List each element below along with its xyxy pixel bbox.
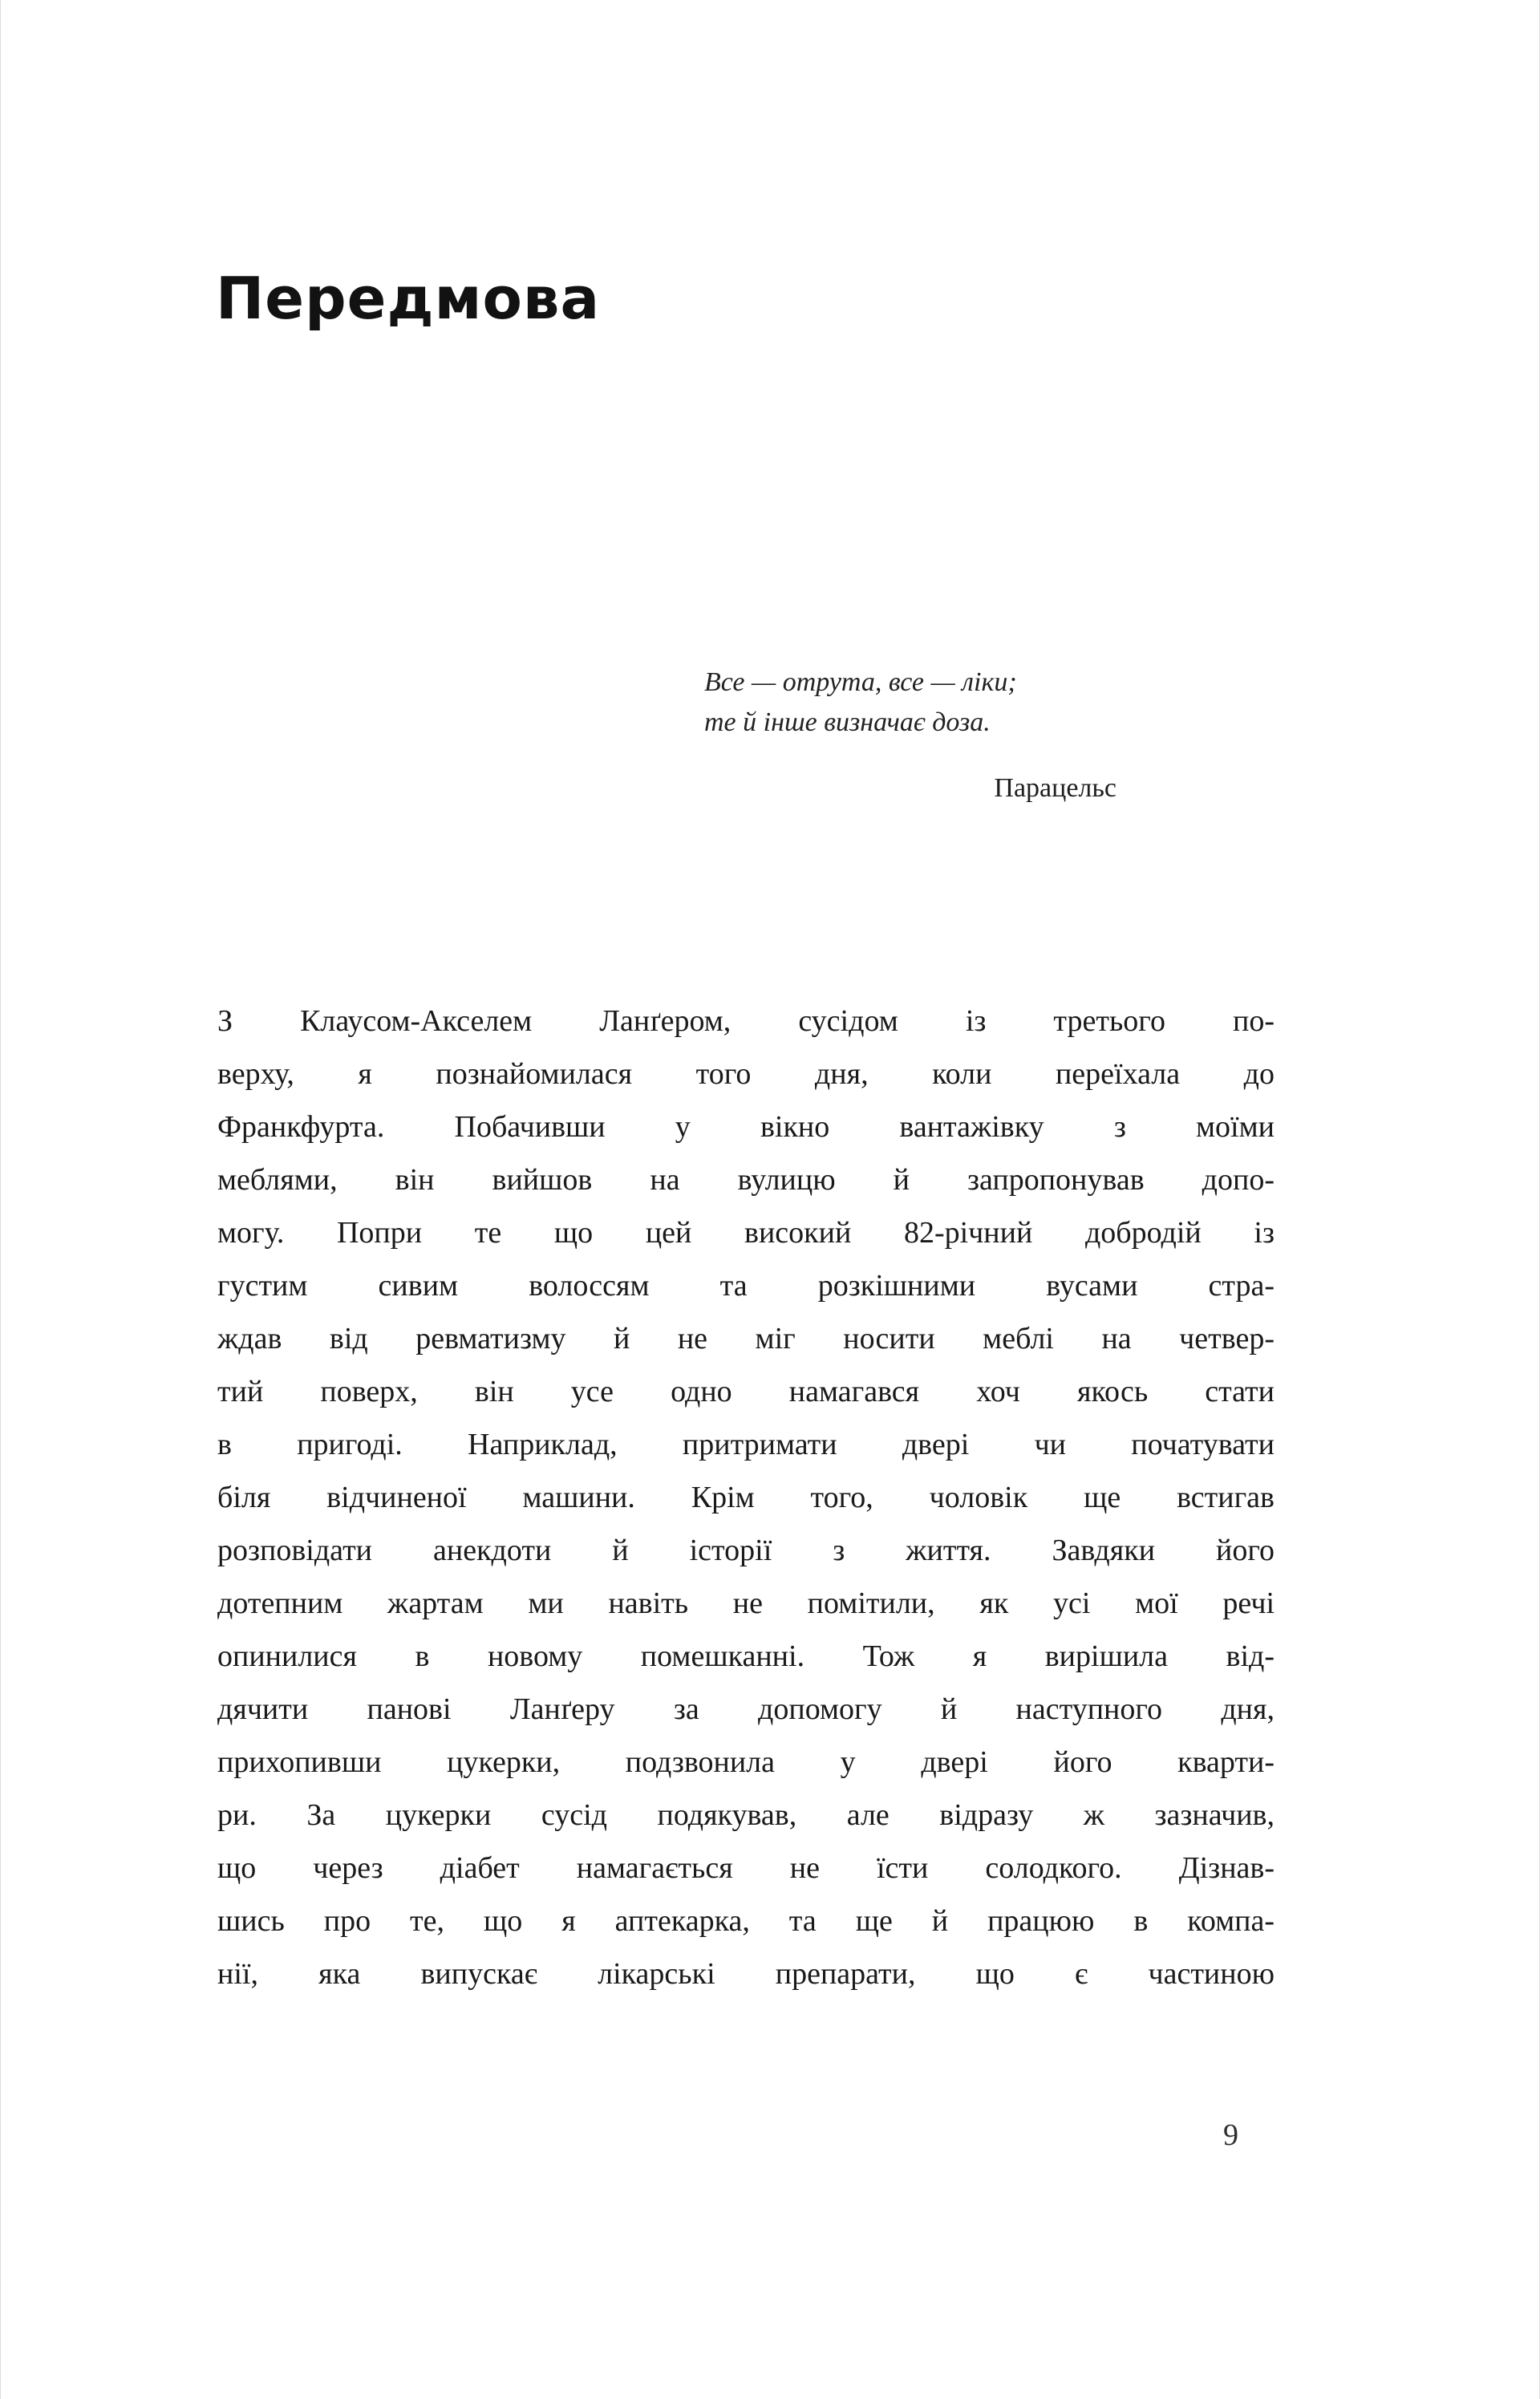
body-line: розповідати анекдоти й історії з життя. Завдяки його (217, 1534, 1275, 1567)
body-line: в пригоді. Наприклад, притримати двері чи початувати (217, 1428, 1275, 1461)
epigraph-attribution: Парацельс (994, 773, 1116, 803)
body-line: дячити панові Ланґеру за допомогу й наступного дня, (217, 1692, 1275, 1726)
body-line: З Клаусом-Акселем Ланґером, сусідом із третього по- (217, 1004, 1275, 1038)
body-line: верху, я познайомилася того дня, коли переїхала до (217, 1057, 1275, 1091)
body-line: ри. За цукерки сусід подякував, але відразу ж зазначив, (217, 1798, 1275, 1832)
body-line: меблями, він вийшов на вулицю й запропонував допо- (217, 1163, 1275, 1197)
body-line: Франкфурта. Побачивши у вікно вантажівку з моїми (217, 1110, 1275, 1144)
body-line: нії, яка випускає лікарські препарати, що є частиною (217, 1957, 1275, 1991)
body-line: що через діабет намагається не їсти солодкого. Дізнав- (217, 1851, 1275, 1885)
body-line: могу. Попри те що цей високий 82-річний добродій із (217, 1216, 1275, 1250)
epigraph-line-1: Все — отрута, все — ліки; (704, 667, 1017, 697)
epigraph (704, 663, 1150, 808)
chapter-title: Передмова (216, 265, 601, 332)
epigraph-line-2: те й інше визначає доза. (704, 707, 991, 737)
body-line: дотепним жартам ми навіть не помітили, як усі мої речі (217, 1587, 1275, 1620)
body-line: опинилися в новому помешканні. Тож я вирішила від- (217, 1639, 1275, 1673)
body-text (217, 995, 1275, 2000)
body-line: ждав від ревматизму й не міг носити меблі на четвер- (217, 1322, 1275, 1356)
body-line: прихопивши цукерки, подзвонила у двері його кварти- (217, 1745, 1275, 1779)
body-line: густим сивим волоссям та розкішними вусами стра- (217, 1269, 1275, 1303)
page-number: 9 (1223, 2118, 1238, 2152)
body-line: біля відчиненої машини. Крім того, чоловік ще встигав (217, 1481, 1275, 1514)
body-line: тий поверх, він усе одно намагався хоч якось стати (217, 1375, 1275, 1408)
body-line: шись про те, що я аптекарка, та ще й працюю в компа- (217, 1904, 1275, 1938)
